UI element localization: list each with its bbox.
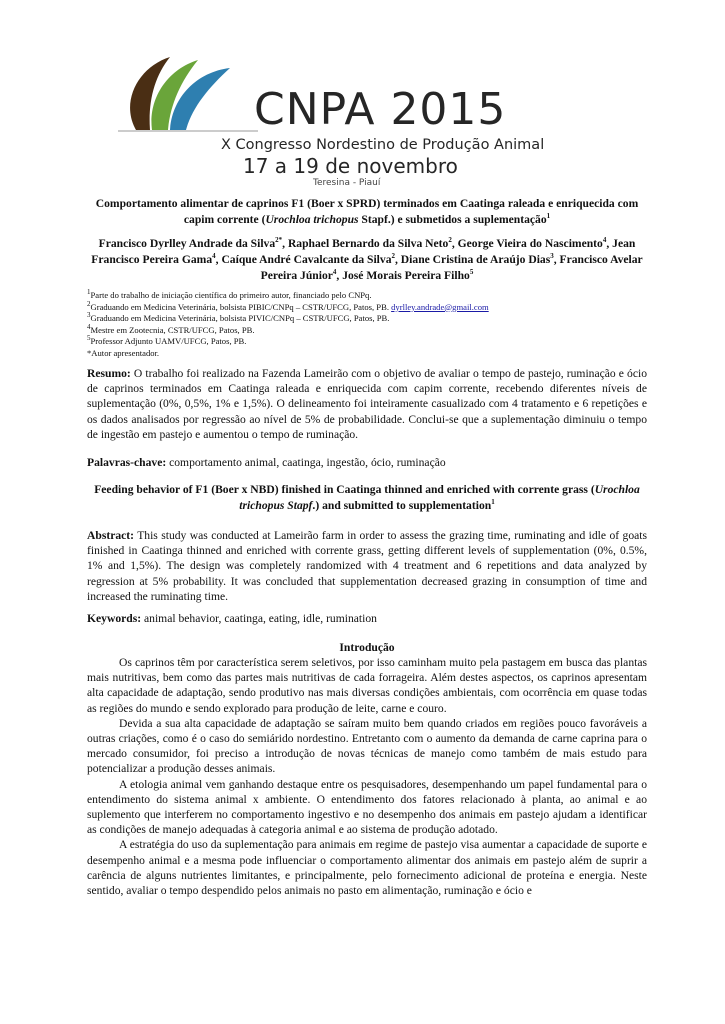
author-affiliation-mark: 4 [332, 268, 337, 277]
affiliation-line [87, 299, 647, 314]
leaf-logo-icon [118, 42, 258, 142]
abstract-label: Abstract: [87, 529, 135, 542]
author-name: Francisco Avelar Pereira Júnior [260, 253, 643, 282]
logo-title: CNPA 2015 [254, 84, 507, 135]
affiliations [87, 290, 647, 360]
author-affiliation-mark: 2* [275, 236, 283, 245]
author-name: Caíque André Cavalcante da Silva [221, 253, 392, 266]
author-separator: , [282, 237, 288, 250]
palavras-text: comportamento animal, caatinga, ingestão, ócio, ruminação [166, 456, 446, 469]
affiliation-text: Professor Adjunto UAMV/UFCG, Patos, PB. [90, 336, 247, 347]
paper-title: Comportamento alimentar de caprinos F1 (Boer x SPRD) terminados em Caatinga raleada e enriquecida com capim corrente (Urochloa trichopus Stapf.) e submetidos a suplementação$^1$ [95, 197, 639, 226]
author-affiliation-mark: 2 [448, 236, 452, 245]
author-affiliation-mark: 5 [469, 268, 474, 277]
intro-paragraph: Devida a sua alta capacidade de adaptação se saíram muito bem quando criados em regiões pouco favoráveis a outras criações, como é o caso do semiárido nordestino. Entretanto com o aumento da demanda de carne caprina para o mercado consumidor, foi preciso a introdução de novas técnicas de manejo como também de mais estudo para potencializar a produção desses animais. [87, 716, 647, 776]
author-separator: , [336, 269, 343, 282]
affiliation-text: *Autor apresentador. [87, 347, 160, 358]
congress-name: X Congresso Nordestino de Produção Animal [221, 137, 545, 153]
affiliation-line [87, 336, 647, 348]
affiliation-line [87, 322, 647, 337]
cnpa-logo [118, 42, 545, 192]
affiliation-mark: 2 [87, 299, 91, 308]
keywords [87, 611, 647, 626]
palavras-chave [87, 455, 647, 470]
author-list [87, 236, 647, 284]
author-name: Diane Cristina de Araújo Dias [400, 253, 551, 266]
author-affiliation-mark: 2 [391, 252, 395, 261]
author-separator: , [215, 253, 222, 266]
author-name: George Vieira do Nascimento [457, 237, 603, 250]
english-title: Feeding behavior of F1 (Boer x NBD) finished in Caatinga thinned and enriched with corrente grass (Urochloa trichopus Stapf.) and submitted to supplementation$^1$ [94, 483, 640, 512]
affiliation-line [87, 348, 647, 360]
author-separator: , [606, 237, 613, 250]
abstract [87, 528, 647, 604]
affiliation-line [87, 313, 647, 325]
author-name: Jean Francisco Pereira Gama [91, 237, 636, 266]
affiliation-mark: 1 [87, 288, 91, 297]
resumo-text: O trabalho foi realizado na Fazenda Lameirão com o objetivo de avaliar o tempo de pastejo, ruminação e ócio de caprinos terminados em Caatinga raleada e enriquecida com capim corrente, recebendo diferentes níveis de suplementação (0%, 0,5%, 1% e 1,5%). O delineamento foi inteiramente casualizado com 4 tratamento e 6 repetições e os dados analisados por regressão ao nível de 5% de probabilidade. Conclui-se que a suplementação diminuiu o tempo de ingestão em pastejo e aumentou o tempo de ruminação. [87, 367, 647, 441]
intro-paragraph: A etologia animal vem ganhando destaque entre os pesquisadores, desempenhando um papel fundamental para o entendimento do sistema animal x ambiente. O entendimento dos fatores relacionado à planta, ao animal e ao suplemento que interferem no comportamento ingestivo e no desempenho dos animais em pastejo ajudam a identificar as condições de manejo adequadas à categoria animal e ao sistema de produção adotado. [87, 777, 647, 837]
author-separator: , [395, 253, 401, 266]
intro-body [87, 655, 647, 898]
palavras-label: Palavras-chave: [87, 456, 167, 469]
affiliation-text: Mestre em Zootecnia, CSTR/UFCG, Patos, PB. [90, 324, 255, 335]
section-heading-introducao: Introdução [339, 641, 395, 654]
author-name: José Morais Pereira Filho [342, 269, 470, 282]
resumo-label: Resumo: [87, 367, 131, 380]
affiliation-line [87, 290, 647, 302]
affiliation-mark: 3 [87, 311, 91, 320]
congress-place: Teresina - Piauí [313, 178, 381, 188]
author-name: Francisco Dyrlley Andrade da Silva [98, 237, 276, 250]
author-name: Raphael Bernardo da Silva Neto [287, 237, 449, 250]
affiliation-text: Graduando em Medicina Veterinária, bolsista PIBIC/CNPq – CSTR/UFCG, Patos, PB. [90, 301, 392, 312]
author-separator: , [553, 253, 560, 266]
intro-paragraph: A estratégia do uso da suplementação para animais em regime de pastejo visa aumentar a capacidade de suporte e desempenho animal e a mesma pode influenciar o comportamento alimentar dos animais em pastejo além de suprir a carência de alguns nutrientes limitantes, e principalmente, pelo fornecimento adicional de proteína e energia. Neste sentido, avaliar o tempo despendido pelos animais no pasto em alimentação, ruminação e ócio e [87, 838, 647, 898]
affiliation-text: Graduando em Medicina Veterinária, bolsista PIVIC/CNPq – CSTR/UFCG, Patos, PB. [90, 313, 390, 324]
author-separator: , [451, 237, 458, 250]
affiliation-mark: 5 [87, 334, 91, 343]
keywords-label: Keywords: [87, 612, 142, 625]
author-email-link[interactable]: dyrlley.andrade@gmail.com [391, 301, 489, 312]
keywords-text: animal behavior, caatinga, eating, idle, rumination [141, 612, 377, 625]
resumo [87, 366, 647, 442]
author-affiliation-mark: 3 [550, 252, 554, 261]
author-affiliation-mark: 4 [602, 236, 607, 245]
affiliation-mark: 4 [87, 322, 91, 331]
congress-dates: 17 a 19 de novembro [243, 154, 458, 178]
affiliation-text: Parte do trabalho de iniciação científica do primeiro autor, financiado pelo CNPq. [90, 290, 372, 300]
author-affiliation-mark: 4 [212, 252, 216, 261]
intro-paragraph: Os caprinos têm por característica serem seletivos, por isso caminham muito pela pastagem em busca das plantas mais nutritivas, bem como das partes mais nutritivas de cada forrageira. Além destes aspectos, os caprinos apresentam alta capacidade de adaptação, sendo produtivo nas mais diversas condições ambientais, com ocorrência em quase todas as regiões do mundo e sendo explorado para produção de leite, carne e couro. [87, 656, 647, 715]
abstract-text: This study was conducted at Lameirão farm in order to assess the grazing time, ruminating and idle of goats finished in Caatinga thinned and enriched with corrente grass, getting different levels of supplementation (0%, 0.5%, 1% and 1,5%). The design was completely randomized with 4 treatment and 6 repetitions and data analyzed by regression at 5% probability. It was concluded that supplementation decreased grazing in consumption of time and increased the ruminating time. [87, 529, 647, 603]
